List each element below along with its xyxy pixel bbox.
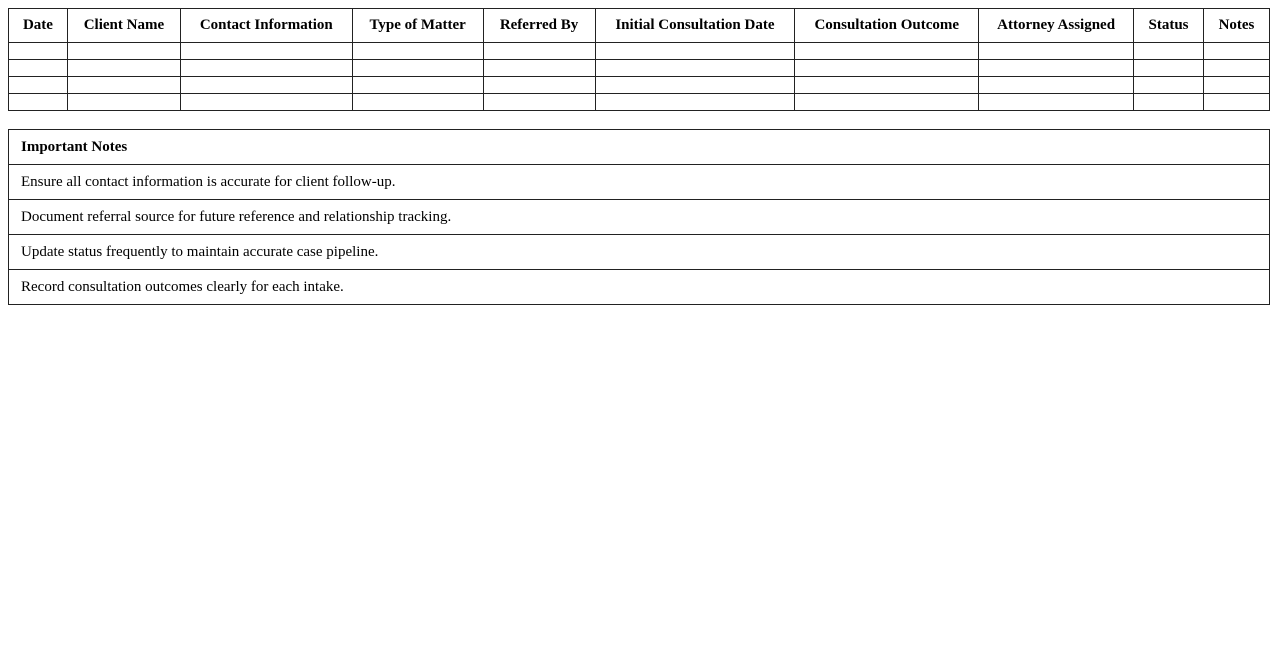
cell-consultation-outcome[interactable] bbox=[795, 60, 979, 77]
cell-client-name[interactable] bbox=[67, 43, 180, 60]
cell-contact-information[interactable] bbox=[180, 77, 352, 94]
cell-type-of-matter[interactable] bbox=[352, 43, 483, 60]
column-header-contact-information: Contact Information bbox=[180, 9, 352, 43]
cell-consultation-outcome[interactable] bbox=[795, 77, 979, 94]
client-intake-table bbox=[8, 8, 1270, 111]
column-header-date: Date bbox=[9, 9, 68, 43]
cell-date[interactable] bbox=[9, 43, 68, 60]
cell-date[interactable] bbox=[9, 94, 68, 111]
table-row bbox=[9, 77, 1270, 94]
table-row bbox=[9, 94, 1270, 111]
note-text: Record consultation outcomes clearly for each intake. bbox=[9, 270, 1270, 305]
table-header-row bbox=[9, 9, 1270, 43]
column-header-referred-by: Referred By bbox=[483, 9, 595, 43]
column-header-initial-consultation-date: Initial Consultation Date bbox=[595, 9, 795, 43]
cell-referred-by[interactable] bbox=[483, 94, 595, 111]
cell-referred-by[interactable] bbox=[483, 60, 595, 77]
column-header-type-of-matter: Type of Matter bbox=[352, 9, 483, 43]
table-row bbox=[9, 43, 1270, 60]
cell-date[interactable] bbox=[9, 77, 68, 94]
cell-notes[interactable] bbox=[1203, 77, 1269, 94]
cell-attorney-assigned[interactable] bbox=[979, 94, 1134, 111]
cell-type-of-matter[interactable] bbox=[352, 77, 483, 94]
cell-attorney-assigned[interactable] bbox=[979, 77, 1134, 94]
cell-initial-consultation-date[interactable] bbox=[595, 60, 795, 77]
cell-initial-consultation-date[interactable] bbox=[595, 43, 795, 60]
note-row bbox=[9, 235, 1270, 270]
column-header-attorney-assigned: Attorney Assigned bbox=[979, 9, 1134, 43]
note-row bbox=[9, 200, 1270, 235]
note-row bbox=[9, 165, 1270, 200]
cell-attorney-assigned[interactable] bbox=[979, 60, 1134, 77]
note-text: Update status frequently to maintain accurate case pipeline. bbox=[9, 235, 1270, 270]
column-header-client-name: Client Name bbox=[67, 9, 180, 43]
cell-status[interactable] bbox=[1134, 77, 1204, 94]
cell-attorney-assigned[interactable] bbox=[979, 43, 1134, 60]
cell-initial-consultation-date[interactable] bbox=[595, 94, 795, 111]
cell-notes[interactable] bbox=[1203, 43, 1269, 60]
note-text: Document referral source for future reference and relationship tracking. bbox=[9, 200, 1270, 235]
cell-consultation-outcome[interactable] bbox=[795, 94, 979, 111]
cell-date[interactable] bbox=[9, 60, 68, 77]
cell-notes[interactable] bbox=[1203, 94, 1269, 111]
intake-table-body bbox=[9, 43, 1270, 111]
cell-type-of-matter[interactable] bbox=[352, 94, 483, 111]
note-row bbox=[9, 270, 1270, 305]
cell-contact-information[interactable] bbox=[180, 94, 352, 111]
cell-status[interactable] bbox=[1134, 60, 1204, 77]
cell-notes[interactable] bbox=[1203, 60, 1269, 77]
cell-referred-by[interactable] bbox=[483, 77, 595, 94]
cell-referred-by[interactable] bbox=[483, 43, 595, 60]
cell-contact-information[interactable] bbox=[180, 60, 352, 77]
cell-type-of-matter[interactable] bbox=[352, 60, 483, 77]
table-row bbox=[9, 60, 1270, 77]
important-notes-table bbox=[8, 129, 1270, 305]
cell-contact-information[interactable] bbox=[180, 43, 352, 60]
cell-initial-consultation-date[interactable] bbox=[595, 77, 795, 94]
note-text: Ensure all contact information is accurate for client follow-up. bbox=[9, 165, 1270, 200]
notes-header-row bbox=[9, 130, 1270, 165]
document bbox=[8, 8, 1270, 305]
cell-client-name[interactable] bbox=[67, 77, 180, 94]
cell-status[interactable] bbox=[1134, 43, 1204, 60]
cell-client-name[interactable] bbox=[67, 94, 180, 111]
column-header-consultation-outcome: Consultation Outcome bbox=[795, 9, 979, 43]
column-header-notes: Notes bbox=[1203, 9, 1269, 43]
cell-status[interactable] bbox=[1134, 94, 1204, 111]
cell-client-name[interactable] bbox=[67, 60, 180, 77]
column-header-status: Status bbox=[1134, 9, 1204, 43]
cell-consultation-outcome[interactable] bbox=[795, 43, 979, 60]
important-notes-heading: Important Notes bbox=[9, 130, 1270, 165]
